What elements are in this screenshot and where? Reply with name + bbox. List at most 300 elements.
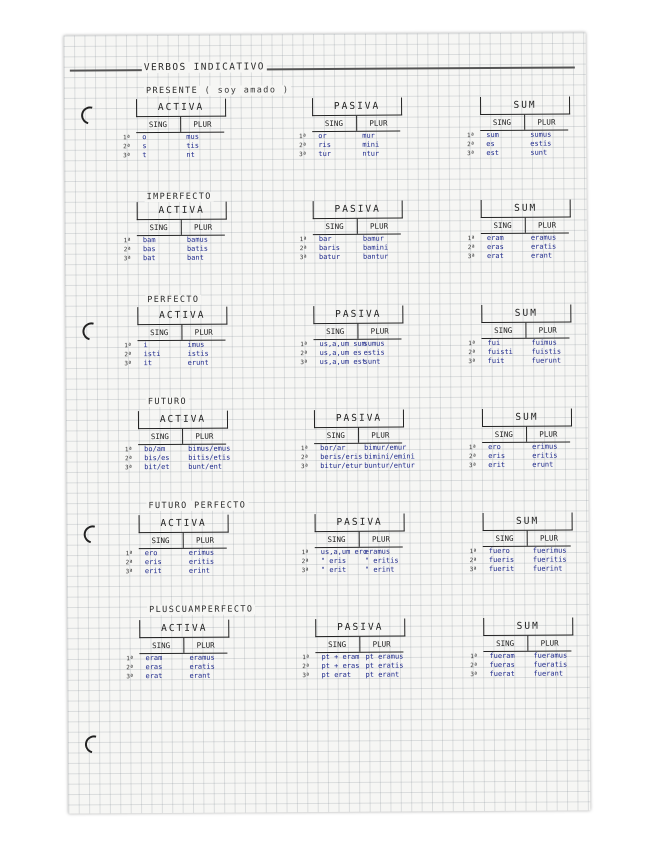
person-label: 1ª: [300, 341, 308, 349]
table-body: [102, 444, 231, 473]
column-headers: [480, 115, 568, 132]
column-header-sing: SING: [136, 117, 181, 132]
table-title: SUM: [481, 200, 571, 219]
column-headers: [315, 532, 403, 549]
ending-singular: i: [143, 341, 148, 350]
person-label: 3ª: [469, 462, 477, 470]
ending-plural: pt eramus: [365, 652, 404, 661]
ending-plural: fueratis: [533, 660, 568, 669]
ending-singular: " erit: [320, 565, 347, 575]
table-title: ACTIVA: [139, 620, 229, 639]
person-label: 1ª: [123, 237, 131, 245]
ending-plural: bantur: [362, 252, 389, 261]
binder-hole-icon: [78, 103, 103, 128]
person-label: 1ª: [468, 444, 477, 452]
binder-hole-icon: [80, 522, 105, 547]
ending-singular: batur: [318, 252, 341, 262]
ending-singular: eram: [145, 654, 163, 663]
column-headers: [313, 219, 401, 236]
column-header-sing: SING: [313, 219, 358, 234]
table-row: [279, 566, 403, 576]
column-header-plur: PLUR: [193, 119, 212, 129]
ending-plural: bimus/emus: [188, 444, 231, 453]
ending-singular: bo/am: [144, 444, 166, 454]
column-headers: [139, 533, 227, 550]
ending-singular: eram: [486, 233, 504, 243]
ending-singular: eris: [144, 558, 162, 567]
person-label: 1ª: [466, 132, 475, 140]
table-row: [102, 463, 226, 473]
column-header-sing: SING: [483, 531, 528, 546]
table-body: [100, 133, 224, 161]
person-label: 1ª: [299, 236, 307, 244]
ending-singular: erit: [144, 567, 162, 576]
ending-plural: buntur/entur: [364, 461, 415, 470]
table-title: SUM: [481, 305, 571, 324]
binder-hole-icon: [82, 732, 107, 757]
conjugation-table-sum: [447, 618, 571, 680]
ending-plural: sunt: [363, 357, 381, 366]
ending-plural: bunt/ent: [188, 462, 223, 471]
table-body: [103, 654, 227, 682]
person-label: 3ª: [299, 151, 307, 159]
ending-plural: fuerint: [532, 564, 563, 573]
conjugation-table-pasiva: [279, 619, 403, 681]
person-label: 1ª: [126, 655, 134, 663]
ending-singular: t: [142, 151, 147, 160]
page-title: VERBOS INDICATIVO: [143, 61, 265, 74]
person-label: 1ª: [470, 653, 478, 661]
person-label: 3ª: [469, 566, 477, 574]
person-label: 1ª: [124, 446, 133, 454]
column-header-sing: SING: [315, 637, 360, 652]
column-header-sing: SING: [481, 323, 526, 338]
ending-singular: us,a,um sum: [319, 339, 366, 349]
ending-plural: mus: [186, 132, 199, 141]
table-title: PASIVA: [313, 201, 403, 220]
table-title: SUM: [483, 513, 573, 532]
table-body: [279, 653, 403, 681]
table-row: [446, 461, 570, 471]
ending-plural: ntur: [362, 149, 380, 158]
column-headers: [315, 637, 403, 654]
person-label: 1ª: [301, 549, 309, 557]
ending-singular: fuerat: [489, 669, 515, 679]
ending-singular: pt erat: [321, 670, 352, 680]
ending-singular: fui: [487, 338, 501, 348]
ending-singular: ris: [318, 140, 331, 150]
column-header-sing: SING: [139, 533, 184, 548]
table-body: [447, 652, 571, 680]
column-header-plur: PLUR: [537, 220, 557, 230]
column-header-plur: PLUR: [193, 222, 213, 232]
column-header-plur: PLUR: [370, 326, 389, 336]
ending-plural: fuerant: [533, 669, 564, 678]
conjugation-table-activa: [100, 99, 224, 161]
ending-plural: bamus: [186, 235, 208, 244]
ending-plural: erunt: [532, 460, 554, 469]
section-heading: FUTURO PERFECTO: [148, 500, 247, 512]
ending-singular: es: [486, 139, 495, 149]
column-header-sing: SING: [139, 638, 184, 653]
person-label: 1ª: [467, 235, 475, 243]
person-label: 2ª: [300, 454, 309, 462]
person-label: 1ª: [468, 340, 476, 348]
person-label: 1ª: [124, 342, 132, 350]
conjugation-table-activa: [102, 411, 231, 473]
subtitle: PRESENTE: [145, 85, 199, 97]
ending-singular: erit: [488, 460, 506, 470]
ending-singular: fueras: [489, 660, 515, 670]
ending-singular: beris/eris: [320, 452, 363, 462]
conjugation-table-sum: [445, 200, 569, 262]
column-header-plur: PLUR: [194, 327, 213, 337]
ending-plural: bamini: [362, 243, 389, 252]
person-label: 3ª: [125, 568, 133, 576]
table-title: PASIVA: [315, 514, 405, 533]
ending-singular: isti: [143, 350, 161, 359]
ending-plural: fueritis: [532, 555, 567, 564]
table-body: [277, 340, 401, 368]
person-label: 3ª: [123, 152, 131, 160]
person-label: 3ª: [467, 253, 476, 261]
conjugation-table-activa: [103, 620, 227, 682]
person-label: 3ª: [126, 673, 134, 681]
ending-singular: fueram: [489, 651, 515, 661]
ending-singular: bar: [318, 234, 332, 244]
ending-singular: erat: [145, 672, 163, 681]
ending-plural: pt erant: [365, 670, 400, 679]
ending-plural: erint: [188, 566, 211, 575]
ending-singular: fuisti: [487, 347, 513, 357]
ending-singular: pt + eram: [321, 652, 360, 662]
table-title: ACTIVA: [138, 411, 228, 430]
column-headers: [136, 117, 224, 134]
person-label: 3ª: [300, 359, 308, 367]
column-headers: [314, 428, 402, 445]
table-row: [447, 565, 571, 575]
ending-plural: fuerimus: [532, 546, 567, 555]
ending-plural: eritis: [188, 557, 215, 566]
ending-singular: eris: [488, 451, 506, 461]
table-title: ACTIVA: [139, 515, 229, 534]
column-headers: [139, 638, 227, 655]
column-header-plur: PLUR: [538, 325, 557, 335]
ending-singular: ero: [144, 549, 158, 558]
ending-plural: nt: [186, 150, 195, 159]
table-title: ACTIVA: [136, 99, 226, 118]
ending-singular: pt + eras: [321, 661, 360, 671]
person-label: 1ª: [469, 548, 477, 556]
table-row: [448, 670, 572, 680]
ending-plural: imus: [187, 340, 205, 349]
table-title: SUM: [483, 617, 573, 636]
conjugation-table-pasiva: [278, 410, 415, 472]
table-body: [101, 341, 225, 369]
person-label: 1ª: [300, 445, 309, 453]
ending-plural: estis: [530, 139, 552, 148]
person-label: 2ª: [126, 664, 134, 672]
column-headers: [483, 531, 571, 548]
person-label: 2ª: [469, 557, 477, 565]
table-body: [446, 443, 570, 471]
ending-plural: eratis: [530, 242, 557, 251]
ending-singular: fuit: [487, 356, 505, 366]
table-title: PASIVA: [315, 619, 405, 638]
person-label: 2ª: [123, 143, 131, 151]
ending-plural: bant: [186, 253, 204, 262]
ending-singular: tur: [318, 149, 332, 159]
ending-plural: sumus: [530, 130, 552, 139]
conjugation-table-activa: [103, 515, 227, 577]
column-header-plur: PLUR: [372, 639, 391, 649]
table-row: [102, 359, 226, 369]
table-body: [101, 236, 225, 264]
person-label: 3ª: [125, 464, 133, 472]
ending-plural: " erint: [364, 565, 395, 574]
table-row: [276, 150, 400, 160]
column-headers: [137, 325, 225, 342]
person-label: 3ª: [124, 360, 132, 368]
ending-singular: bis/es: [144, 453, 170, 463]
person-label: 1ª: [122, 134, 131, 142]
notebook-page: [64, 32, 591, 813]
column-headers: [483, 636, 571, 653]
table-body: [444, 131, 568, 159]
ending-plural: fuerunt: [531, 356, 562, 365]
ending-plural: mini: [362, 140, 380, 149]
ending-singular: est: [486, 148, 500, 158]
column-header-sing: SING: [314, 428, 359, 443]
table-body: [278, 443, 415, 472]
section-heading: IMPERFECTO: [146, 191, 212, 203]
ending-singular: fueris: [488, 555, 515, 565]
ending-singular: us,a,um ero: [320, 547, 368, 557]
table-row: [278, 358, 402, 368]
column-header-plur: PLUR: [371, 430, 390, 440]
ending-plural: batis: [186, 244, 209, 253]
table-title: SUM: [480, 97, 570, 116]
ending-singular: fuerit: [488, 564, 515, 574]
conjugation-table-activa: [101, 202, 225, 264]
ending-plural: istis: [187, 349, 209, 358]
ending-plural: sunt: [530, 148, 548, 157]
ending-plural: erimus: [188, 548, 215, 557]
ending-singular: baris: [318, 243, 341, 253]
person-label: 1ª: [298, 133, 307, 141]
column-header-plur: PLUR: [369, 118, 388, 128]
table-row: [445, 252, 569, 262]
table-row: [103, 567, 227, 577]
person-label: 3ª: [301, 463, 309, 471]
conjugation-table-sum: [447, 513, 571, 575]
person-label: 2ª: [124, 455, 133, 463]
column-header-sing: SING: [480, 115, 525, 130]
person-label: 2ª: [467, 244, 475, 252]
ending-plural: mur: [362, 131, 375, 140]
ending-singular: us,a,um est: [319, 357, 367, 367]
subtitle-note: ( soy amado ): [204, 85, 290, 96]
table-body: [277, 235, 401, 263]
ending-plural: eramus: [364, 547, 391, 556]
column-header-sing: SING: [137, 325, 182, 340]
conjugation-table-pasiva: [279, 514, 403, 576]
column-headers: [481, 218, 569, 235]
ending-plural: tis: [186, 141, 199, 150]
table-title: PASIVA: [313, 306, 403, 325]
section-heading: PERFECTO: [147, 294, 200, 306]
person-label: 3ª: [299, 254, 308, 262]
table-title: SUM: [482, 409, 572, 428]
ending-plural: erant: [189, 671, 211, 680]
ending-plural: eramus: [189, 653, 215, 662]
column-header-plur: PLUR: [537, 117, 556, 127]
ending-singular: us,a,um es: [319, 348, 362, 358]
table-body: [279, 548, 403, 576]
column-headers: [481, 323, 569, 340]
column-header-plur: PLUR: [369, 221, 389, 231]
table-title: PASIVA: [312, 98, 402, 117]
person-label: 3ª: [470, 671, 478, 679]
ending-plural: eramus: [530, 233, 557, 242]
person-label: 3ª: [123, 255, 132, 263]
table-body: [276, 132, 400, 160]
ending-plural: " eritis: [364, 556, 399, 565]
conjugation-table-sum: [444, 97, 568, 159]
person-label: 3ª: [302, 672, 310, 680]
column-headers: [312, 116, 400, 133]
ending-singular: it: [143, 359, 153, 368]
column-header-sing: SING: [315, 532, 360, 547]
conjugation-table-pasiva: [277, 306, 401, 368]
person-label: 2ª: [468, 453, 477, 461]
person-label: 3ª: [301, 567, 309, 575]
section-heading: PLUSCUAMPERFECTO: [149, 604, 254, 616]
ending-singular: erat: [486, 251, 504, 261]
column-header-sing: SING: [481, 218, 526, 233]
column-header-sing: SING: [312, 116, 357, 131]
column-header-sing: SING: [483, 636, 528, 651]
person-label: 2ª: [125, 559, 133, 567]
person-label: 2ª: [123, 246, 131, 254]
ending-singular: sum: [486, 130, 499, 140]
ending-singular: o: [142, 133, 147, 142]
ending-singular: ero: [488, 442, 501, 452]
conjugation-table-sum: [446, 409, 570, 471]
column-headers: [137, 220, 225, 237]
ending-plural: fueramus: [533, 651, 568, 660]
ending-singular: bat: [142, 254, 156, 263]
binder-hole-icon: [79, 319, 104, 344]
table-row: [278, 461, 415, 472]
person-label: 2ª: [467, 141, 475, 149]
section-heading: FUTURO: [147, 396, 188, 408]
column-header-plur: PLUR: [371, 534, 391, 544]
ending-plural: bamur: [362, 234, 384, 243]
table-row: [446, 357, 570, 367]
column-header-plur: PLUR: [195, 431, 214, 441]
table-row: [104, 672, 228, 682]
conjugation-table-sum: [445, 305, 569, 367]
column-header-sing: SING: [137, 220, 182, 235]
table-body: [103, 549, 227, 577]
ending-singular: eras: [486, 242, 504, 252]
conjugation-table-activa: [101, 307, 225, 369]
ending-plural: fuimus: [531, 338, 557, 347]
person-label: 2ª: [470, 662, 478, 670]
column-header-plur: PLUR: [540, 638, 559, 648]
person-label: 2ª: [301, 558, 309, 566]
person-label: 3ª: [468, 358, 476, 366]
ending-plural: eratis: [189, 662, 215, 671]
ending-singular: bitur/etur: [320, 461, 363, 471]
table-row: [100, 151, 224, 161]
person-label: 2ª: [124, 351, 132, 359]
person-label: 2ª: [299, 245, 307, 253]
ending-plural: erunt: [187, 358, 209, 367]
ending-singular: or: [318, 131, 327, 141]
column-headers: [138, 429, 226, 446]
ending-singular: s: [142, 142, 147, 151]
table-title: PASIVA: [314, 410, 404, 429]
person-label: 1ª: [302, 654, 310, 662]
column-header-plur: PLUR: [195, 535, 215, 545]
column-headers: [482, 427, 570, 444]
ending-plural: bitis/etis: [188, 453, 231, 462]
ending-plural: pt eratis: [365, 661, 404, 670]
column-header-plur: PLUR: [539, 429, 558, 439]
section-heading-presente: [144, 85, 291, 96]
column-header-sing: SING: [138, 429, 183, 444]
table-row: [280, 671, 404, 681]
ending-singular: fuero: [488, 546, 510, 556]
ending-plural: erimus: [532, 442, 558, 451]
person-label: 3ª: [467, 150, 475, 158]
conjugation-table-pasiva: [276, 98, 400, 160]
ending-plural: eritis: [532, 451, 558, 460]
table-row: [101, 254, 225, 264]
ending-singular: bit/et: [144, 462, 170, 472]
ending-singular: bam: [142, 236, 156, 245]
person-label: 2ª: [300, 350, 308, 358]
table-row: [277, 253, 401, 263]
ending-plural: sumus: [363, 339, 385, 348]
ending-plural: bimur/emur: [364, 443, 407, 452]
table-body: [445, 339, 569, 367]
ending-singular: eras: [145, 663, 163, 672]
table-title: ACTIVA: [137, 307, 227, 326]
person-label: 2ª: [299, 142, 307, 150]
ending-singular: " eris: [320, 556, 347, 566]
table-title: ACTIVA: [137, 202, 227, 221]
column-headers: [313, 324, 401, 341]
ending-plural: estis: [363, 348, 385, 357]
person-label: 1ª: [125, 550, 133, 558]
ending-plural: erant: [530, 251, 553, 260]
person-label: 2ª: [468, 349, 476, 357]
ending-plural: fuistis: [531, 347, 562, 356]
table-body: [447, 547, 571, 575]
column-header-sing: SING: [482, 427, 527, 442]
conjugation-table-pasiva: [277, 201, 401, 263]
person-label: 2ª: [302, 663, 310, 671]
column-header-plur: PLUR: [196, 640, 215, 650]
table-row: [444, 149, 568, 159]
ending-singular: bor/ar: [320, 443, 346, 453]
table-body: [445, 234, 569, 262]
ending-plural: bimini/emini: [364, 452, 415, 461]
column-header-plur: PLUR: [539, 533, 559, 543]
